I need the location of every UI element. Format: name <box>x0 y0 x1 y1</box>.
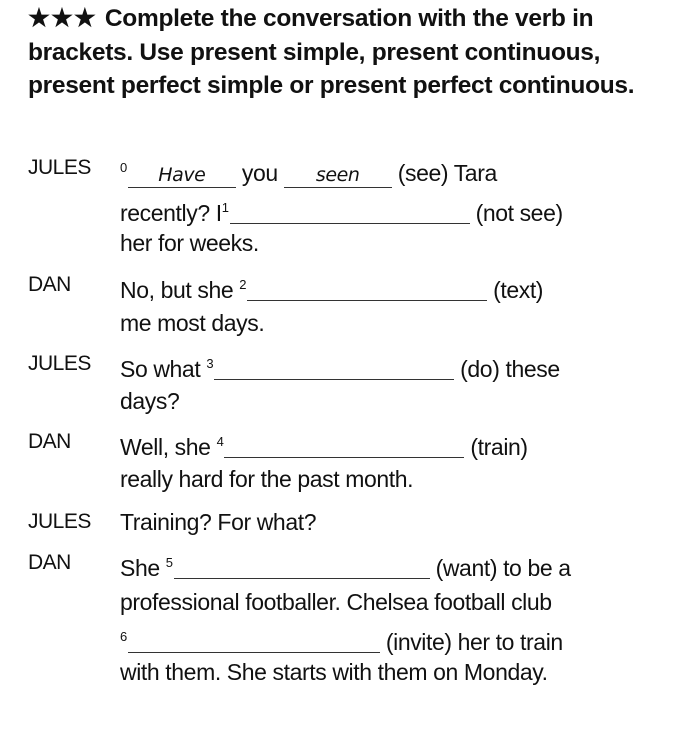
line-text: days? <box>120 388 180 414</box>
answer-blank-6[interactable] <box>128 628 380 653</box>
example-answer-have: Have <box>128 163 236 188</box>
conversation-line <box>120 548 571 583</box>
line-text: Well, she <box>120 434 211 460</box>
line-text: you <box>241 160 278 186</box>
answer-blank-1[interactable] <box>230 199 470 224</box>
exercise-instructions <box>28 2 668 103</box>
conversation-line <box>120 507 316 537</box>
answer-blank-3[interactable] <box>214 355 454 380</box>
answer-blank-5[interactable] <box>174 554 430 579</box>
conversation-line <box>120 657 548 687</box>
line-text: No, but she <box>120 277 234 303</box>
conversation-line <box>120 464 413 494</box>
verb-hint: (train) <box>470 434 528 460</box>
line-text: me most days. <box>120 310 265 336</box>
question-number: 2 <box>239 277 247 292</box>
line-text: So what <box>120 356 201 382</box>
example-answer-seen: seen <box>284 163 392 188</box>
verb-hint: (do) these <box>460 356 560 382</box>
conversation-line <box>120 622 563 657</box>
speaker-label: JULES <box>28 156 91 179</box>
speaker-label: JULES <box>28 510 91 533</box>
question-number: 5 <box>165 555 173 570</box>
instructions-text: Complete the conversation with the verb in brackets. Use present simple, present continuous, present perfect simple or present perfect continuous. <box>28 5 635 99</box>
conversation-line <box>120 193 563 228</box>
line-text: recently? I <box>120 200 222 226</box>
verb-hint: (see) Tara <box>397 160 497 186</box>
speaker-label: DAN <box>28 273 71 296</box>
line-text: her for weeks. <box>120 230 259 256</box>
question-number: 4 <box>216 434 224 449</box>
speaker-label: DAN <box>28 430 71 453</box>
answer-blank-2[interactable] <box>247 276 487 301</box>
verb-hint: (text) <box>493 277 544 303</box>
line-text: with them. She starts with them on Monday. <box>120 659 548 685</box>
conversation-line <box>120 427 528 462</box>
verb-hint: (want) to be a <box>435 555 571 581</box>
conversation-line <box>120 228 259 258</box>
answer-blank-4[interactable] <box>224 433 464 458</box>
line-text: professional footballer. Chelsea football club <box>120 589 552 615</box>
conversation-line <box>120 270 543 305</box>
line-text: really hard for the past month. <box>120 466 414 492</box>
verb-hint: (invite) her to train <box>385 629 563 655</box>
speaker-label: DAN <box>28 551 71 574</box>
question-number: 0 <box>120 160 127 175</box>
speaker-label: JULES <box>28 352 91 375</box>
difficulty-stars-icon: ★★★ <box>28 5 97 32</box>
question-number: 6 <box>120 629 127 644</box>
conversation-line <box>120 308 264 338</box>
question-number: 3 <box>206 356 214 371</box>
question-number: 1 <box>221 200 229 215</box>
line-text: Training? For what? <box>120 509 317 535</box>
conversation-line <box>120 587 552 617</box>
conversation-line <box>120 349 560 384</box>
conversation-line <box>120 386 179 416</box>
line-text: She <box>120 555 160 581</box>
conversation-line <box>120 153 497 188</box>
verb-hint: (not see) <box>475 200 563 226</box>
